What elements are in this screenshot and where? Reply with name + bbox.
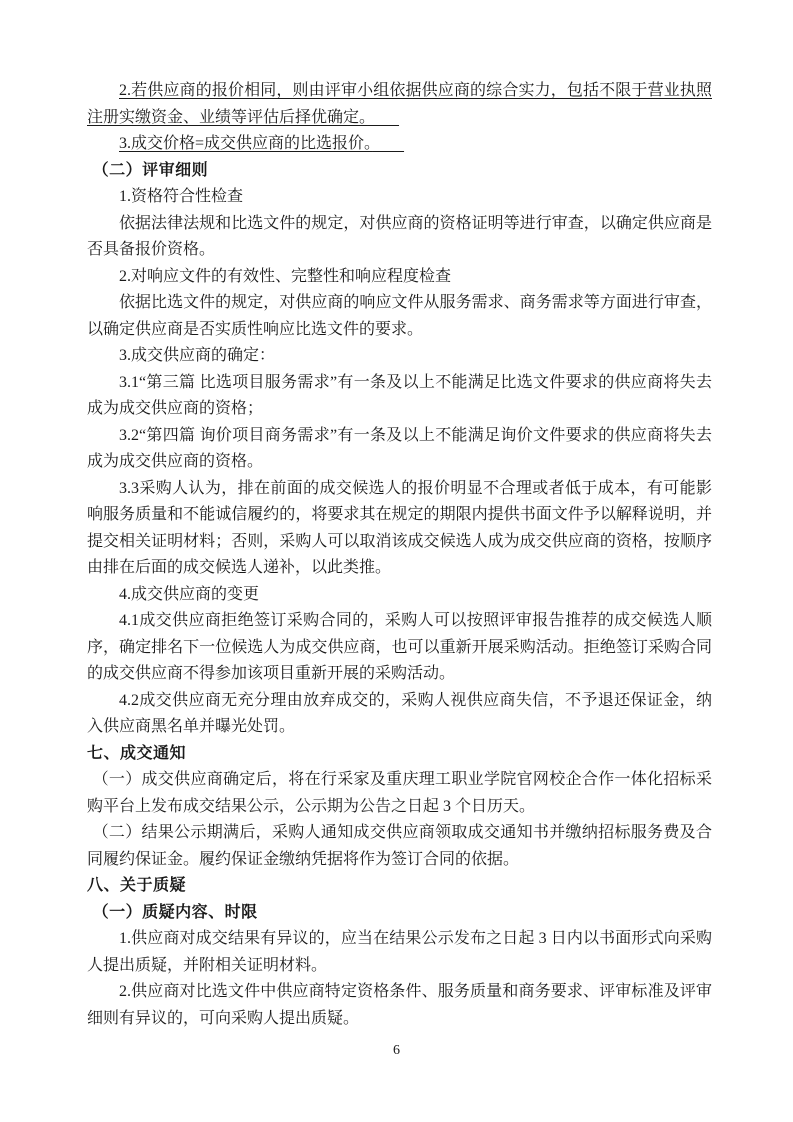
paragraph: 4.1成交供应商拒绝签订采购合同的，采购人可以按照评审报告推荐的成交候选人顺序，确定排名下一位候选人为成交供应商，也可以重新开展采购活动。拒绝签订采购合同的成交供应商不得参加该项目重新开展的采购活动。 xyxy=(87,612,712,682)
paragraph: 2.对响应文件的有效性、完整性和响应程度检查 xyxy=(119,267,452,285)
paragraph: 3.成交供应商的确定： xyxy=(119,347,276,364)
paragraph: （二）结果公示期满后，采购人通知成交供应商领取成交通知书并缴纳招标服务费及合同履约保证金。履约保证金缴纳凭据将作为签订合同的依据。 xyxy=(87,824,712,868)
subsection-heading: （一）质疑内容、时限 xyxy=(92,903,258,921)
paragraph: 1.供应商对成交结果有异议的，应当在结果公示发布之日起 3 日内以书面形式向采购人提出质疑，并附相关证明材料。 xyxy=(87,930,712,974)
paragraph: （一）成交供应商确定后，将在行采家及重庆理工职业学院官网校企合作一体化招标采购平台上发布成交结果公示，公示期为公告之日起 3 个日历天。 xyxy=(87,771,712,815)
paragraph: 4.成交供应商的变更 xyxy=(119,585,260,603)
section-heading: 七、成交通知 xyxy=(87,744,187,762)
document-body xyxy=(87,78,712,1032)
paragraph: 2.供应商对比选文件中供应商特定资格条件、服务质量和商务要求、评审标准及评审细则有异议的，可向采购人提出质疑。 xyxy=(87,983,712,1027)
section-heading: 八、关于质疑 xyxy=(87,877,187,894)
paragraph: 3.2“第四篇 询价项目商务需求”有一条及以上不能满足询价文件要求的供应商将失去成为成交供应商的资格。 xyxy=(87,426,712,470)
paragraph-underlined: 2.若供应商的报价相同，则由评审小组依据供应商的综合实力，包括不限于营业执照注册实缴资金、业绩等评估后择优确定。 xyxy=(87,82,712,126)
paragraph-underlined: 3.成交价格=成交供应商的比选报价。 xyxy=(119,135,373,152)
paragraph: 3.1“第三篇 比选项目服务需求”有一条及以上不能满足比选文件要求的供应商将失去成为成交供应商的资格； xyxy=(87,373,712,417)
paragraph: 依据比选文件的规定，对供应商的响应文件从服务需求、商务需求等方面进行审查，以确定供应商是否实质性响应比选文件的要求。 xyxy=(87,294,712,338)
subsection-heading: （二）评审细则 xyxy=(92,161,209,179)
paragraph: 1.资格符合性检查 xyxy=(119,188,244,205)
paragraph: 3.3采购人认为，排在前面的成交候选人的报价明显不合理或者低于成本，有可能影响服务质量和不能诚信履约的，将要求其在规定的期限内提供书面文件予以解释说明，并提交相关证明材料；否则，采购人可以取消该成交候选人成为成交供应商的资格，按顺序由排在后面的成交候选人递补，以此类推。 xyxy=(87,479,712,576)
page-number: 6 xyxy=(393,1043,400,1058)
paragraph: 4.2成交供应商无充分理由放弃成交的，采购人视供应商失信，不予退还保证金，纳入供应商黑名单并曝光处罚。 xyxy=(87,691,712,735)
paragraph: 依据法律法规和比选文件的规定，对供应商的资格证明等进行审查，以确定供应商是否具备报价资格。 xyxy=(87,214,712,258)
